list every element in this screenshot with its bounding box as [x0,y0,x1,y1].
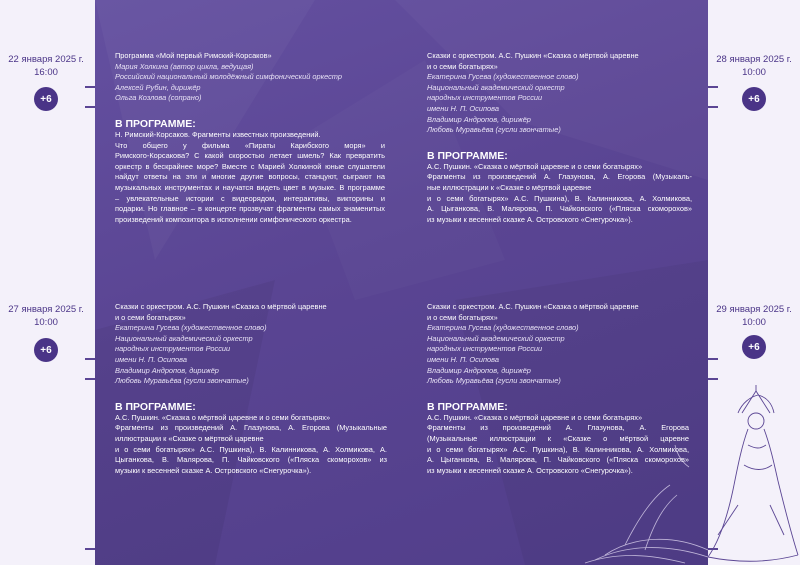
event-date: 27 января 2025 г. [8,304,84,315]
event-title: Сказки с оркестром. А.С. Пушкин «Сказка о мёртвой царевне [115,302,327,311]
performer: Владимир Андропов, дирижёр [427,365,531,375]
princess-figure-icon [708,385,800,565]
program-line: из музыки к весенней сказке А. Островского «Снегурочка»). [427,465,633,475]
performer: Екатерина Гусева (художественное слово) [427,323,579,333]
event-block-2 [427,51,692,225]
performer: Екатерина Гусева (художественное слово) [427,72,579,82]
performer: имени Н. П. Осипова [115,354,187,364]
program-line: А.С. Пушкин. «Сказка о мёртвой царевне и о семи богатырях» [427,161,643,171]
performer: Владимир Андропов, дирижёр [427,114,531,124]
performer: Любовь Муравьёва (гусли звончатые) [427,376,561,386]
program-line: Фрагменты из произведений А. Глазунова, А. Егорова (Музыкальные [115,423,387,433]
performer: народных инструментов России [115,344,231,354]
program-line: Цыганкова, В. Малярова, П. Чайковского («Пляска скоморохов» из [115,455,387,465]
performer: Мария Холкина (автор цикла, ведущая) [115,61,254,71]
program-line: А. Цыганкова, В. Малярова, П. Чайковского («Пляска скоморохов» [427,204,692,214]
program-line: А.С. Пушкин. «Сказка о мёртвой царевне и о семи богатырях» [427,412,643,422]
strip-tick [85,548,95,550]
performer: народных инструментов России [427,93,543,103]
strip-tick [85,86,95,88]
program-line: ные иллюстрации к «Сказке о мёртвой царевне [427,182,592,192]
program-heading: В ПРОГРАММЕ: [427,149,508,162]
main-panel [95,0,708,565]
event-title: Сказки с оркестром. А.С. Пушкин «Сказка о мёртвой царевне [427,302,639,311]
strip-tick [708,378,718,380]
program-heading: В ПРОГРАММЕ: [115,117,196,130]
event-time: 10:00 [742,67,766,78]
program-line: подарки. Но главное – в концерте прозвучат фрагменты самых знаменитых [115,204,385,214]
program-line: из музыки к весенней сказке А. Островского «Снегурочка»). [427,214,633,224]
performer: Национальный академический оркестр [115,333,253,343]
program-line: Фрагменты из произведений А. Глазунова, А. Егорова (Музыкаль- [427,172,692,182]
strip-tick [85,358,95,360]
event-title: и о семи богатырях» [427,312,498,322]
program-line: и о семи богатырях» А.С. Пушкина), В. Калинникова, А. Холмикова, [427,193,692,203]
program-line: – увлекательные истории с видеорядом, интерактивы, викторины и [115,193,385,203]
event-time: 10:00 [34,317,58,328]
event-block-1 [115,51,385,225]
event-date-1 [0,53,92,79]
program-line: Римского-Корсакова? С какой скоростью летает шмель? Как превратить [115,151,385,161]
strip-tick [708,86,718,88]
event-time: 10:00 [742,317,766,328]
event-title: и о семи богатырях» [115,312,186,322]
event-title: Программа «Мой первый Римский-Корсаков» [115,51,272,60]
strip-tick [708,358,718,360]
performer: Любовь Муравьёва (гусли звончатые) [427,125,561,135]
performer: Владимир Андропов, дирижёр [115,365,219,375]
program-line: произведений композитора в исполнении симфонического оркестра. [115,214,352,224]
program-line: Фрагменты из произведений А. Глазунова, А. Егорова [427,423,689,433]
program-line: А.С. Пушкин. «Сказка о мёртвой царевне и о семи богатырях» [115,412,331,422]
performer: народных инструментов России [427,344,543,354]
program-line: и о семи богатырях» А.С. Пушкина), В. Калинникова, А. Холмикова, [427,444,689,454]
program-line: Что общего у фильма «Пираты Карибского моря» и [115,140,385,150]
performer: имени Н. П. Осипова [427,103,499,113]
event-title: Сказки с оркестром. А.С. Пушкин «Сказка о мёртвой царевне [427,51,639,60]
program-line: Н. Римский-Корсаков. Фрагменты известных произведений. [115,129,321,139]
event-date: 29 января 2025 г. [716,304,792,315]
left-date-strip [0,0,95,565]
performer: Екатерина Гусева (художественное слово) [115,323,267,333]
age-badge: +6 [34,338,58,362]
performer: Любовь Муравьёва (гусли звончатые) [115,376,249,386]
age-badge: +6 [742,87,766,111]
performer: Ольга Козлова (сопрано) [115,93,202,103]
event-date-3 [0,303,92,329]
strip-tick [85,106,95,108]
event-date: 28 января 2025 г. [716,54,792,65]
age-badge: +6 [34,87,58,111]
program-heading: В ПРОГРАММЕ: [427,400,508,413]
event-date: 22 января 2025 г. [8,54,84,65]
program-heading: В ПРОГРАММЕ: [115,400,196,413]
performer: Национальный академический оркестр [427,333,565,343]
event-date-2 [708,53,800,79]
strip-tick [708,106,718,108]
right-date-strip [708,0,800,565]
program-line: найдут ответы на эти и многие другие вопросы, станцуют, сыграют на [115,172,385,182]
program-line: музыки к весенней сказке А. Островского «Снегурочка»). [115,465,312,475]
event-block-3 [115,302,387,476]
princess-illustration-icon [565,385,708,565]
event-time: 16:00 [34,67,58,78]
event-title: и о семи богатырях» [427,61,498,71]
program-line: музыкальных инструментах и научатся видеть цвет в музыке. В программе [115,182,385,192]
program-line: А. Цыганкова, В. Малярова, П. Чайковского («Пляска скоморохов» [427,455,689,465]
event-date-4 [708,303,800,329]
program-line: и о семи богатырях» А.С. Пушкина), В. Калинникова, А. Холмикова, А. [115,444,387,454]
program-line: иллюстрации к «Сказке о мёртвой царевне [115,433,264,443]
performer: Российский национальный молодёжный симфонический оркестр [115,72,342,82]
program-line: оркестр в бескрайнее море? Вместе с Марией Холкиной юные слушатели [115,161,385,171]
age-badge: +6 [742,335,766,359]
program-line: (Музыкальные иллюстрации к «Сказке о мёртвой царевне [427,433,689,443]
strip-tick [85,378,95,380]
performer: Национальный академический оркестр [427,82,565,92]
performer: имени Н. П. Осипова [427,354,499,364]
performer: Алексей Рубин, дирижёр [115,82,201,92]
